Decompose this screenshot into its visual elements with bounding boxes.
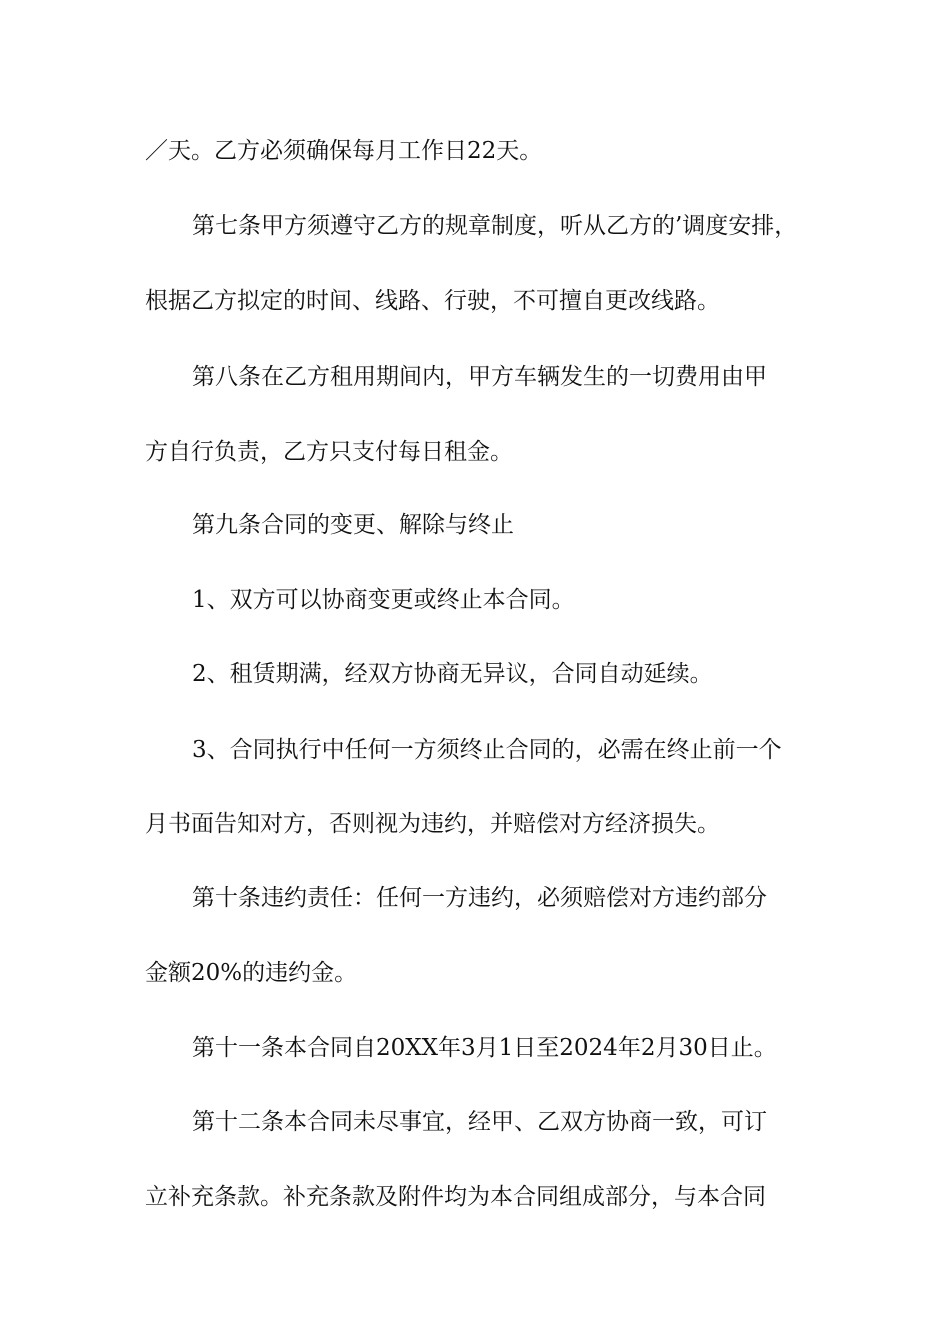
text-line: 2、租赁期满，经双方协商无异议，合同自动延续。 <box>192 661 713 687</box>
text-line: 1、双方可以协商变更或终止本合同。 <box>192 587 575 613</box>
text-line: 方自行负责，乙方只支付每日租金。 <box>145 439 513 465</box>
text-line: 第十二条本合同未尽事宜，经甲、乙双方协商一致，可订 <box>192 1109 767 1135</box>
text-line: 立补充条款。补充条款及附件均为本合同组成部分，与本合同 <box>145 1184 766 1210</box>
text-line: 第十条违约责任：任何一方违约，必须赔偿对方违约部分 <box>192 885 767 911</box>
text-line: ／天。乙方必须确保每月工作日22天。 <box>145 138 543 164</box>
text-line: 第十一条本合同自20XX年3月1日至2024年2月30日止。 <box>192 1035 777 1061</box>
text-line: 根据乙方拟定的时间、线路、行驶，不可擅自更改线路。 <box>145 288 720 314</box>
text-line: 月书面告知对方，否则视为违约，并赔偿对方经济损失。 <box>145 811 720 837</box>
text-line: 第八条在乙方租用期间内，甲方车辆发生的一切费用由甲 <box>192 364 767 390</box>
text-line: 第九条合同的变更、解除与终止 <box>192 512 514 538</box>
text-line: 第七条甲方须遵守乙方的规章制度，听从乙方的’调度安排， <box>192 213 798 239</box>
text-line: 金额20%的违约金。 <box>145 960 358 986</box>
text-line: 3、合同执行中任何一方须终止合同的，必需在终止前一个 <box>192 737 782 763</box>
